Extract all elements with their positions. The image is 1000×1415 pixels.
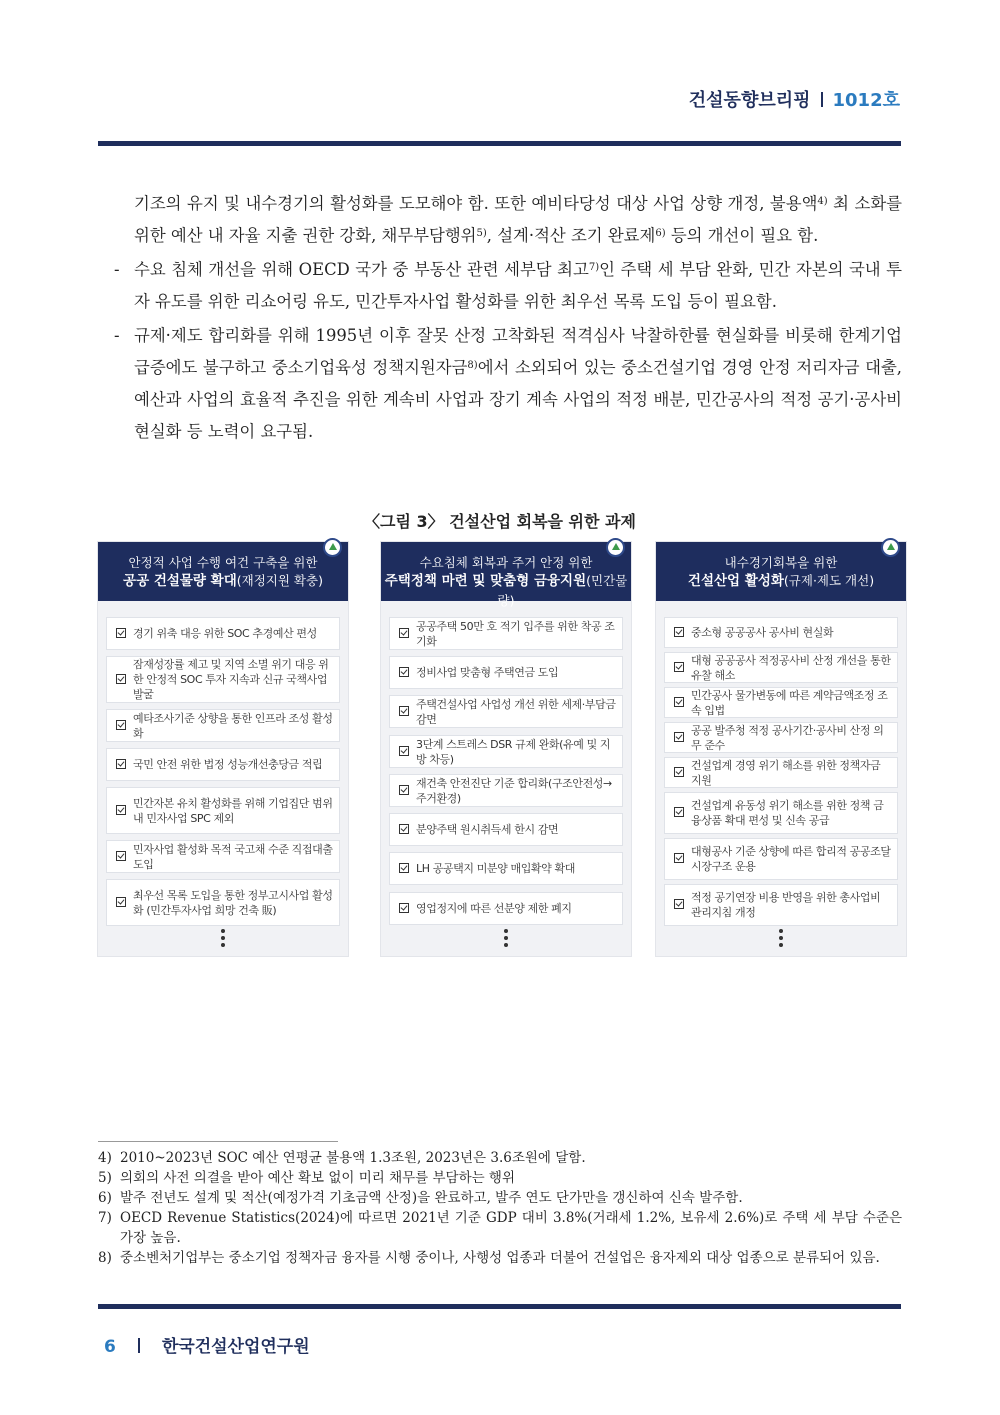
task-item [664, 652, 898, 683]
text-run: 에서 소외되어 있는 중소건설기업 경영 안정 저리자금 대출, 예산과 사업의 효율적 추진을 위한 계속비 사업과 장기 계속 사업의 적정 배분, 민간공사의 적정 공기·공사비 현실화 등 노력이 요구됨. [134, 358, 902, 441]
text-run: 최 [827, 194, 849, 213]
task-text: 최우선 목록 도입을 통한 정부고시사업 활성화 (민간투자사업 희망 건축 販) [133, 888, 333, 917]
panel-industry-activation [655, 541, 907, 957]
checkbox-icon [116, 628, 126, 638]
task-text: 예타조사기준 상향을 통한 인프라 조성 활성화 [133, 711, 333, 740]
checkbox-icon [399, 667, 409, 677]
task-text: 적정 공기연장 비용 반영을 위한 총사업비 관리지침 개정 [691, 891, 881, 919]
panel-title [656, 571, 906, 591]
footnote-item [98, 1148, 902, 1168]
footnote-item [98, 1188, 902, 1208]
task-text: LH 공공택지 미분양 매입확약 확대 [416, 862, 575, 875]
footnotes [98, 1148, 902, 1268]
text-run: 규제·제도 합리화를 위해 1995년 이후 잘못 산정 고착화된 적격심사 낙찰하한률 현실화를 비롯해 한계기업 급증에도 불구하고 중소기업육성 정책지원자금 [134, 326, 902, 377]
panel-subtitle: 수요침체 회복과 주거 안정 위한 [419, 555, 593, 570]
more-icon [98, 926, 348, 950]
task-text: 건설업계 유동성 위기 해소를 위한 정책 금융상품 확대 편성 및 신속 공급 [691, 799, 884, 827]
task-text: 정비사업 맞춤형 주택연금 도입 [416, 666, 559, 679]
task-item [664, 838, 898, 880]
footnote-rule [98, 1141, 338, 1142]
task-text: 국민 안전 위한 법정 성능개선충당금 적립 [133, 758, 323, 771]
panel-title [98, 571, 348, 591]
footnote-number: 6) [98, 1190, 112, 1206]
page-header [98, 84, 900, 114]
footnote-number: 7) [98, 1210, 112, 1226]
footnote-number: 8) [98, 1250, 112, 1266]
footnote-ref-5[interactable]: 5) [476, 228, 487, 239]
checkbox-icon [399, 863, 409, 873]
checkbox-icon [116, 759, 126, 769]
panel-title-bold: 건설산업 활성화 [687, 573, 784, 589]
text-run: 인 주택 세 부담 완화, 민간 자본의 국내 투자 유도를 위한 리쇼어링 유도, 민간투자사업 활성화를 위한 최우선 목록 도입 등이 필요함. [134, 260, 902, 311]
task-text: 민자사업 활성화 목적 국고채 수준 직접대출 도입 [133, 842, 333, 871]
up-arrow-icon [606, 538, 625, 557]
task-text: 분양주택 원시취득세 한시 감면 [416, 823, 559, 836]
footnote-item [98, 1248, 902, 1268]
footnote-number: 5) [98, 1170, 112, 1186]
text-run: 수요 침체 개선을 위해 OECD 국가 중 부동산 관련 세부담 최고 [134, 260, 589, 279]
panel-title-bold: 주택정책 마련 및 맞춤형 금융지원 [384, 573, 587, 589]
paragraph-continued [98, 188, 902, 252]
up-arrow-icon [881, 538, 900, 557]
footnote-ref-8[interactable]: 8) [467, 360, 478, 371]
task-item [389, 892, 623, 925]
task-text: 영업정지에 따른 선분양 제한 폐지 [416, 902, 572, 915]
task-item [106, 617, 340, 650]
task-text: 건설업계 경영 위기 해소를 위한 정책자금 지원 [691, 758, 881, 787]
text-run: 등의 개선이 필요 [665, 226, 793, 245]
task-item [389, 735, 623, 768]
series-name: 건설동향브리핑 [688, 90, 811, 111]
panel-header [656, 542, 906, 601]
footnote-text: 발주 전년도 설계 및 적산(예정가격 기초금액 산정)을 완료하고, 발주 연도 단가만을 갱신하여 신속 발주함. [120, 1190, 743, 1206]
panel-title-note: (재정지원 확충) [236, 573, 323, 588]
more-icon [656, 926, 906, 950]
checkbox-icon [674, 807, 684, 817]
checkbox-icon [674, 853, 684, 863]
footnote-ref-4[interactable]: 4) [817, 196, 828, 207]
task-text: 주택건설사업 사업성 개선 위한 세제·부담금 감면 [416, 697, 616, 726]
checkbox-icon [399, 746, 409, 756]
task-item [389, 695, 623, 728]
checkbox-icon [399, 706, 409, 716]
task-item [106, 748, 340, 781]
task-item [664, 884, 898, 926]
panel-subtitle: 내수경기회복을 위한 [724, 555, 838, 570]
text-run: 기조의 유지 및 내수경기의 활성화를 도모해야 함. 또한 예비타당성 대상 사업 상향 개정, 불용액 [134, 194, 818, 213]
task-item [106, 879, 340, 926]
checkbox-icon [399, 903, 409, 913]
footnote-ref-6[interactable]: 6) [655, 228, 666, 239]
text-run: 함. [797, 226, 819, 245]
panel-header [381, 542, 631, 608]
task-item [106, 787, 340, 834]
task-item [664, 722, 898, 753]
checkbox-icon [116, 720, 126, 730]
text-run: , 설계·적산 조기 완료제 [486, 226, 656, 245]
panel-housing-policy [380, 541, 632, 957]
bullet-item-demand [98, 254, 902, 318]
footnote-text: OECD Revenue Statistics(2024)에 따르면 2021년 기준 GDP 대비 3.8%(거래세 1.2%, 보유세 2.6%)로 주택 세 부담 수준은 가장 높음. [120, 1210, 902, 1246]
footnote-item [98, 1208, 902, 1248]
up-arrow-icon [323, 538, 342, 557]
checkbox-icon [116, 674, 126, 684]
task-item [389, 813, 623, 846]
checkbox-icon [399, 785, 409, 795]
issue-number: 1012호 [832, 90, 900, 111]
task-item [106, 656, 340, 703]
panel-subtitle: 안정적 사업 수행 여건 구축을 위한 [128, 555, 318, 570]
task-item [664, 617, 898, 648]
checkbox-icon [399, 628, 409, 638]
panel-title-bold: 공공 건설물량 확대 [123, 573, 237, 589]
panel-title-note: (규제·제도 개선) [783, 573, 875, 588]
footer-rule [98, 1304, 901, 1309]
checkbox-icon [674, 732, 684, 742]
footnote-text: 중소벤처기업부는 중소기업 정책자금 융자를 시행 중이나, 사행성 업종과 더불어 건설업은 융자제외 대상 업종으로 분류되어 있음. [120, 1250, 880, 1266]
checkbox-icon [116, 897, 126, 907]
task-text: 재건축 안전진단 기준 합리화(구조안전성→주거환경) [416, 776, 612, 805]
checkbox-icon [674, 627, 684, 637]
task-item [389, 656, 623, 689]
checkbox-icon [674, 767, 684, 777]
page-footer [104, 1332, 310, 1357]
figure-caption: 〈그림 3〉 건설산업 회복을 위한 과제 [364, 512, 636, 531]
checkbox-icon [116, 851, 126, 861]
task-item [389, 617, 623, 650]
panel-title [381, 571, 631, 611]
footnote-number: 4) [98, 1150, 112, 1166]
header-rule [98, 141, 901, 146]
organization-name: 한국건설산업연구원 [161, 1337, 310, 1357]
task-text: 공공주택 50만 호 적기 입주를 위한 착공 조기화 [416, 619, 615, 648]
checkbox-icon [674, 899, 684, 909]
footnote-text: 의회의 사전 의결을 받아 예산 확보 없이 미리 채무를 부담하는 행위 [120, 1170, 516, 1186]
header-divider [821, 92, 823, 107]
task-text: 대형공사 기준 상향에 따른 합리적 공공조달 시장구조 운용 [691, 845, 891, 873]
task-item [664, 757, 898, 788]
task-text: 민간자본 유치 활성화를 위해 기업집단 범위 내 민자사업 SPC 제외 [133, 796, 333, 825]
footnote-text: 2010~2023년 SOC 예산 연평균 불용액 1.3조원, 2023년은 3.6조원에 달함. [120, 1150, 586, 1166]
task-text: 민간공사 물가변동에 따른 계약금액조정 조속 입법 [691, 688, 888, 717]
task-text: 중소형 공공공사 공사비 현실화 [691, 626, 834, 639]
footnote-ref-7[interactable]: 7) [588, 262, 600, 273]
task-item [664, 792, 898, 834]
checkbox-icon [116, 805, 126, 815]
body-text [98, 188, 902, 448]
task-text: 3단계 스트레스 DSR 규제 완화(유예 및 지방 차등) [416, 737, 611, 766]
page-number: 6 [104, 1337, 116, 1357]
task-item [106, 709, 340, 742]
publication-title [689, 86, 900, 112]
panel-title-note: (민간물량) [497, 573, 628, 608]
checkbox-icon [674, 697, 684, 707]
footer-divider [138, 1338, 140, 1353]
task-text: 잠재성장률 제고 및 지역 소멸 위기 대응 위한 안정적 SOC 투자 지속과 신규 국책사업 발굴 [133, 658, 329, 701]
footnote-item [98, 1168, 902, 1188]
checkbox-icon [399, 824, 409, 834]
task-text: 대형 공공공사 적정공사비 산정 개선을 통한 유찰 해소 [691, 653, 891, 682]
task-item [389, 852, 623, 885]
bullet-item-regulation [98, 320, 902, 448]
more-icon [381, 926, 631, 950]
task-text: 공공 발주청 적정 공사기간·공사비 산정 의무 준수 [691, 723, 884, 752]
task-item [106, 840, 340, 873]
panel-public-construction [97, 541, 349, 957]
task-item [664, 687, 898, 718]
panel-header [98, 542, 348, 601]
text-run: 소화를 위한 예산 내 자율 지출 권한 강화, 채무부담행위 [134, 194, 902, 245]
checkbox-icon [674, 662, 684, 672]
bullet-dash: - [114, 326, 120, 345]
task-item [389, 774, 623, 807]
bullet-dash: - [114, 260, 120, 279]
task-text: 경기 위축 대응 위한 SOC 추경예산 편성 [133, 627, 317, 640]
